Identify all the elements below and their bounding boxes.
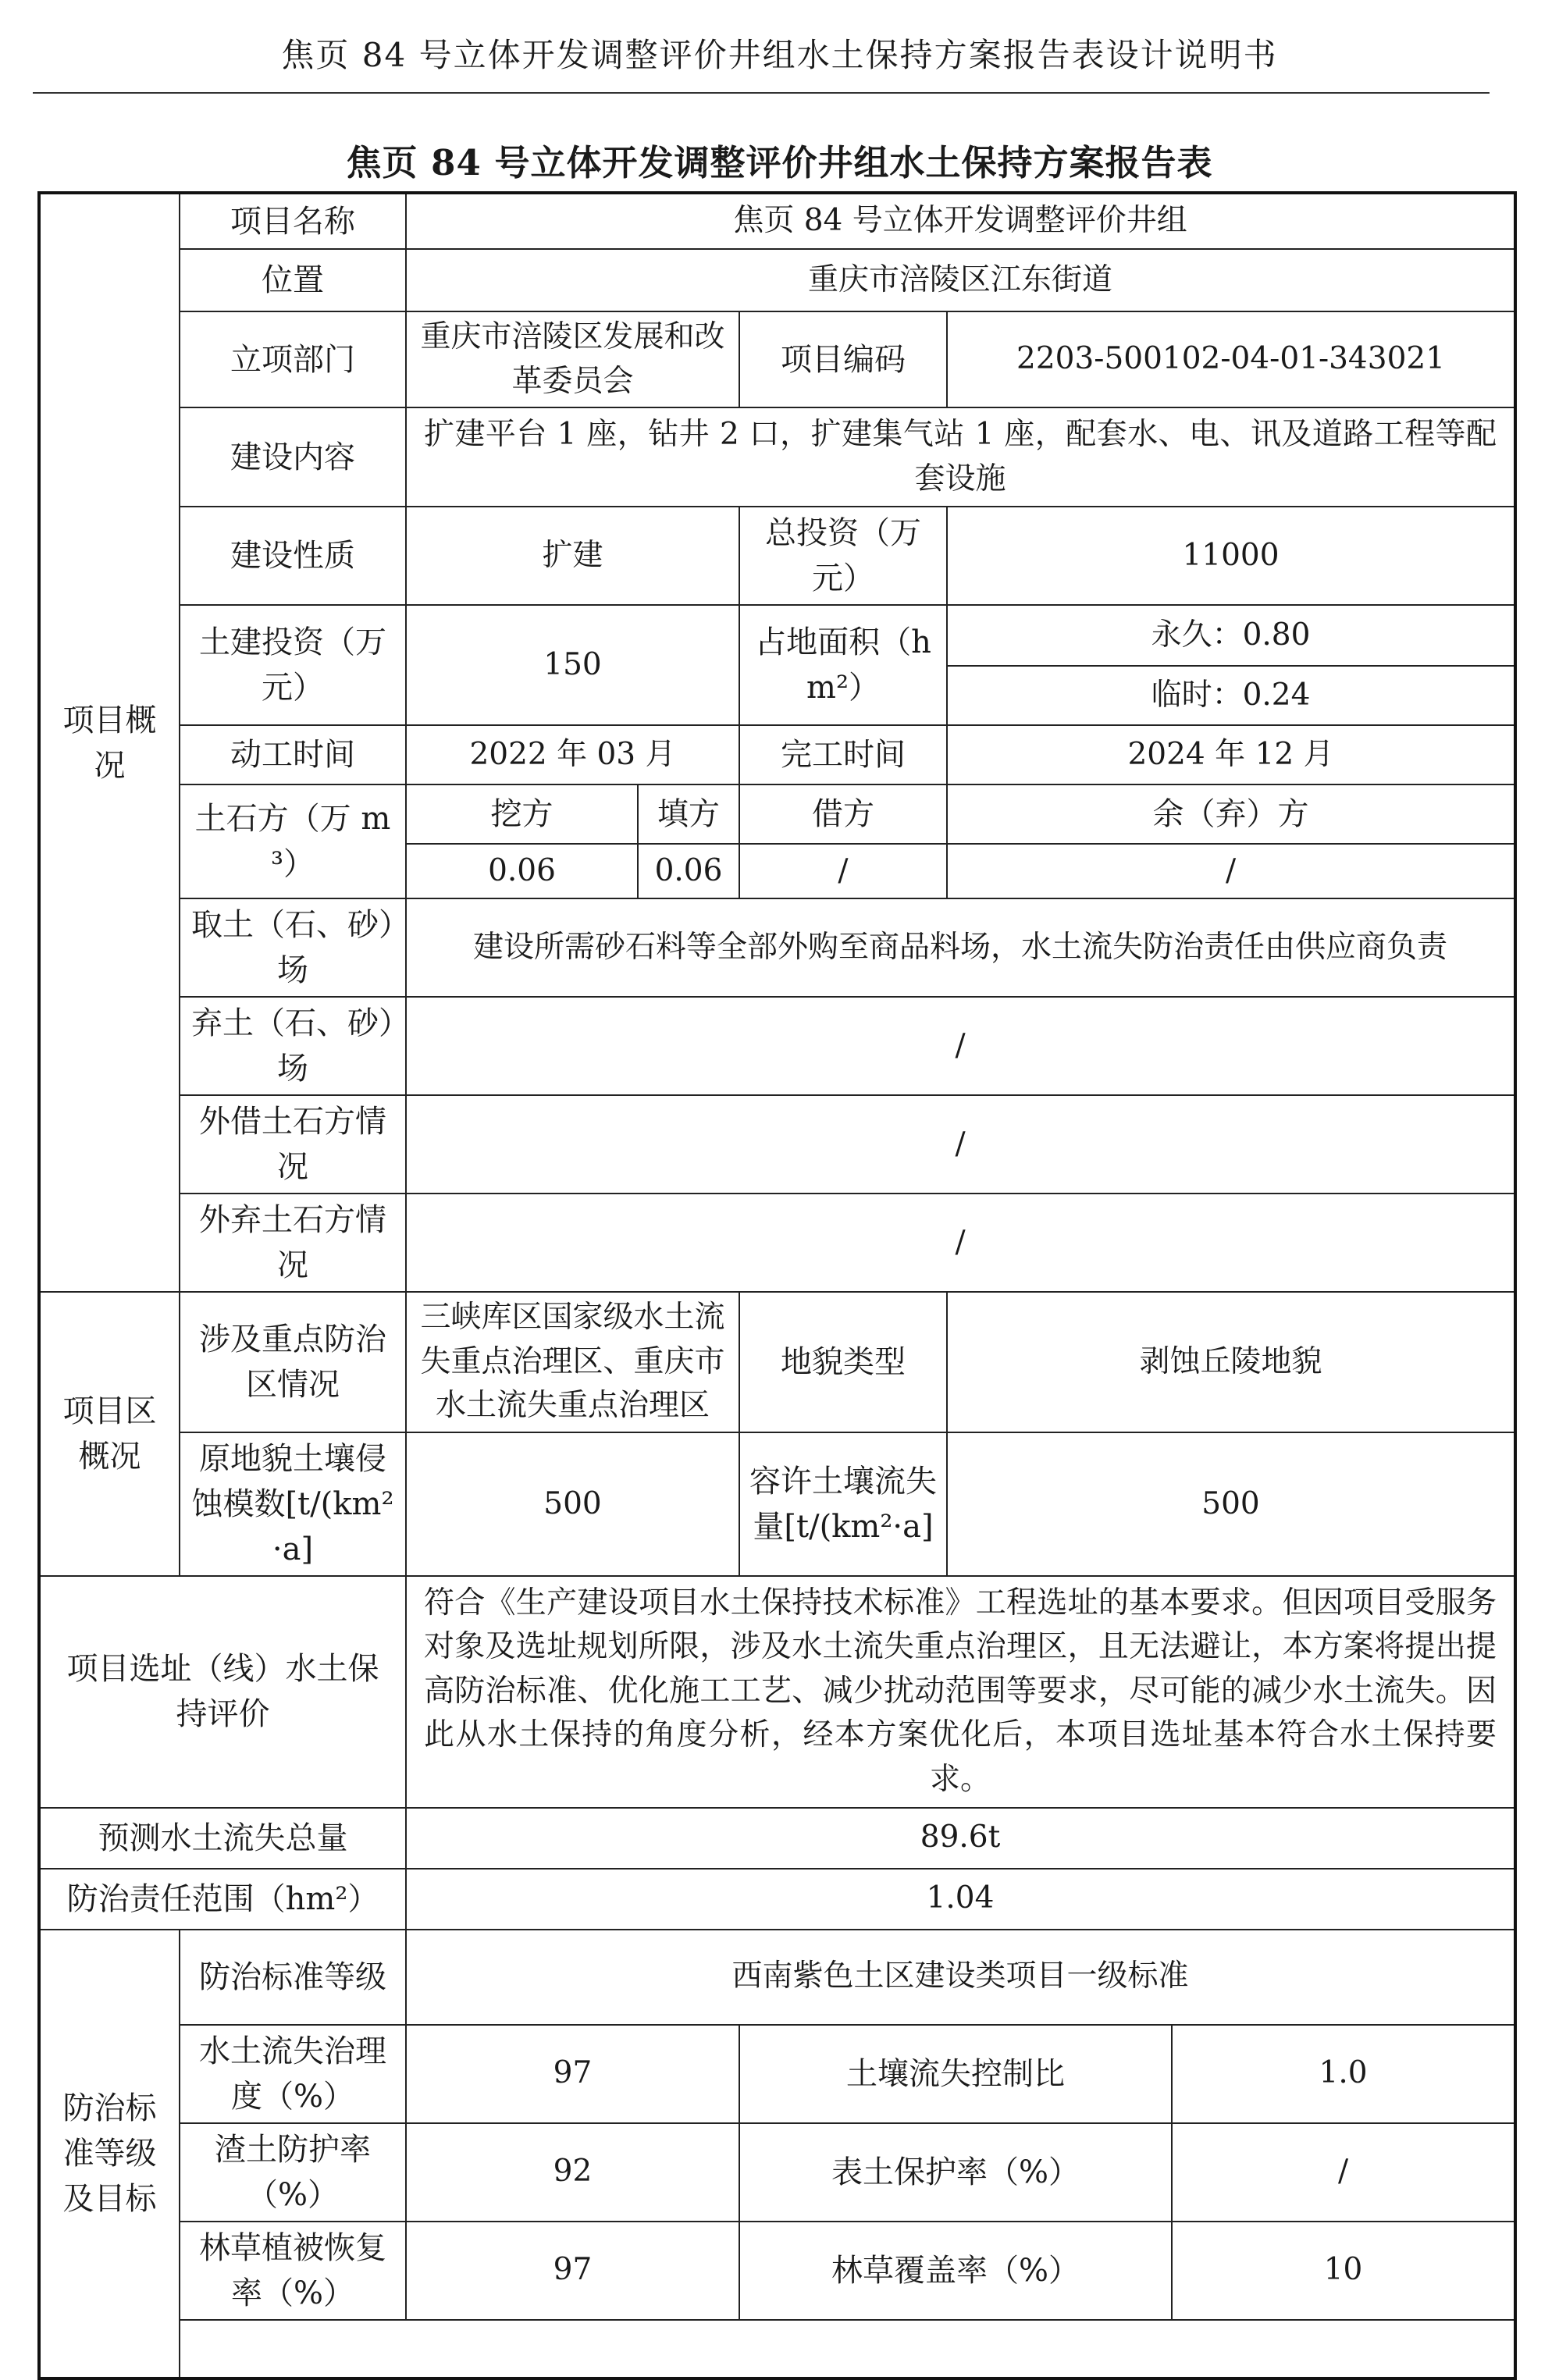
project-name-label: 项目名称 xyxy=(180,193,406,249)
construction-content-value: 扩建平台 1 座，钻井 2 口，扩建集气站 1 座，配套水、电、讯及道路工程等配套设施 xyxy=(406,407,1515,507)
external-borrow-value: / xyxy=(406,1095,1515,1194)
land-temporary-value: 临时：0.24 xyxy=(947,666,1515,725)
earthwork-surplus-value: / xyxy=(947,844,1515,898)
project-code-value: 2203-500102-04-01-343021 xyxy=(947,311,1515,407)
key-zone-value: 三峡库区国家级水土流失重点治理区、重庆市水土流失重点治理区 xyxy=(406,1292,739,1432)
landform-value: 剥蚀丘陵地貌 xyxy=(947,1292,1515,1432)
row-slag-protection xyxy=(39,2123,1515,2222)
spoil-site-value: / xyxy=(406,997,1515,1095)
earthwork-borrow-label: 借方 xyxy=(739,784,947,844)
erosion-modulus-value: 500 xyxy=(406,1432,739,1576)
approval-dept-label: 立项部门 xyxy=(180,311,406,407)
topsoil-protection-label: 表土保护率（%） xyxy=(739,2123,1172,2222)
total-investment-value: 11000 xyxy=(947,507,1515,605)
start-time-label: 动工时间 xyxy=(180,725,406,784)
project-code-label: 项目编码 xyxy=(739,311,947,407)
earthwork-label: 土石方（万 m³） xyxy=(180,784,406,898)
row-construction-content xyxy=(39,407,1515,507)
total-investment-label: 总投资（万元） xyxy=(739,507,947,605)
section-area: 项目区概况 xyxy=(39,1292,180,1576)
borrow-site-label: 取土（石、砂）场 xyxy=(180,898,406,997)
earthwork-surplus-label: 余（弃）方 xyxy=(947,784,1515,844)
slag-protection-label: 渣土防护率（%） xyxy=(180,2123,406,2222)
row-location xyxy=(39,249,1515,311)
row-predicted-loss xyxy=(39,1808,1515,1869)
earthwork-cut-value: 0.06 xyxy=(406,844,638,898)
row-siting xyxy=(39,1576,1515,1808)
allowable-loss-label: 容许土壤流失量[t/(km²·a] xyxy=(739,1432,947,1576)
grade-label: 防治标准等级 xyxy=(180,1930,406,2025)
earthwork-cut-label: 挖方 xyxy=(406,784,638,844)
erosion-modulus-label: 原地貌土壤侵蚀模数[t/(km²·a] xyxy=(180,1432,406,1576)
row-control-degree xyxy=(39,2025,1515,2123)
end-time-label: 完工时间 xyxy=(739,725,947,784)
start-time-value: 2022 年 03 月 xyxy=(406,725,739,784)
row-external-spoil xyxy=(39,1194,1515,1292)
end-time-value: 2024 年 12 月 xyxy=(947,725,1515,784)
row-vegetation xyxy=(39,2222,1515,2320)
topsoil-protection-value: / xyxy=(1172,2123,1515,2222)
location-label: 位置 xyxy=(180,249,406,311)
allowable-loss-value: 500 xyxy=(947,1432,1515,1576)
landform-label: 地貌类型 xyxy=(739,1292,947,1432)
header-rule xyxy=(33,92,1490,94)
row-standard-grade xyxy=(39,1930,1515,2025)
earthwork-fill-label: 填方 xyxy=(638,784,739,844)
row-earthwork-heads xyxy=(39,784,1515,844)
predicted-loss-label: 预测水土流失总量 xyxy=(39,1808,406,1869)
report-table xyxy=(37,191,1517,2380)
approval-dept-value: 重庆市涪陵区发展和改革委员会 xyxy=(406,311,739,407)
predicted-loss-value: 89.6t xyxy=(406,1808,1515,1869)
section-overview: 项目概况 xyxy=(39,193,180,1292)
spoil-site-label: 弃土（石、砂）场 xyxy=(180,997,406,1095)
external-spoil-label: 外弃土石方情况 xyxy=(180,1194,406,1292)
responsibility-value: 1.04 xyxy=(406,1869,1515,1930)
external-spoil-value: / xyxy=(406,1194,1515,1292)
row-civil-investment xyxy=(39,605,1515,666)
earthwork-borrow-value: / xyxy=(739,844,947,898)
construction-nature-label: 建设性质 xyxy=(180,507,406,605)
blank-cell xyxy=(180,2320,1515,2378)
construction-content-label: 建设内容 xyxy=(180,407,406,507)
row-borrow-site xyxy=(39,898,1515,997)
row-standards-blank xyxy=(39,2320,1515,2378)
construction-nature-value: 扩建 xyxy=(406,507,739,605)
project-name-value: 焦页 84 号立体开发调整评价井组 xyxy=(406,193,1515,249)
veg-coverage-value: 10 xyxy=(1172,2222,1515,2320)
row-external-borrow xyxy=(39,1095,1515,1194)
loss-ratio-value: 1.0 xyxy=(1172,2025,1515,2123)
responsibility-label: 防治责任范围（hm²） xyxy=(39,1869,406,1930)
land-area-label: 占地面积（hm²） xyxy=(739,605,947,725)
row-responsibility xyxy=(39,1869,1515,1930)
running-header: 焦页 84 号立体开发调整评价井组水土保持方案报告表设计说明书 xyxy=(281,36,1278,74)
row-spoil-site xyxy=(39,997,1515,1095)
key-zone-label: 涉及重点防治区情况 xyxy=(180,1292,406,1432)
siting-text: 符合《生产建设项目水土保持技术标准》工程选址的基本要求。但因项目受服务对象及选址规划所限，涉及水土流失重点治理区，且无法避让，本方案将提出提高防治标准、优化施工工艺、减少扰动范围等要求，尽可能的减少水土流失。因此从水土保持的角度分析，经本方案优化后，本项目选址基本符合水土保持要求。 xyxy=(406,1576,1515,1808)
loss-ratio-label: 土壤流失控制比 xyxy=(739,2025,1172,2123)
location-value: 重庆市涪陵区江东街道 xyxy=(406,249,1515,311)
control-degree-label: 水土流失治理度（%） xyxy=(180,2025,406,2123)
row-project-name xyxy=(39,193,1515,249)
form-title: 焦页 84 号立体开发调整评价井组水土保持方案报告表 xyxy=(346,142,1213,183)
earthwork-fill-value: 0.06 xyxy=(638,844,739,898)
section-standards: 防治标准等级及目标 xyxy=(39,1930,180,2378)
civil-investment-value: 150 xyxy=(406,605,739,725)
borrow-site-value: 建设所需砂石料等全部外购至商品料场，水土流失防治责任由供应商负责 xyxy=(406,898,1515,997)
veg-restoration-label: 林草植被恢复率（%） xyxy=(180,2222,406,2320)
grade-value: 西南紫色土区建设类项目一级标准 xyxy=(406,1930,1515,2025)
row-schedule xyxy=(39,725,1515,784)
slag-protection-value: 92 xyxy=(406,2123,739,2222)
control-degree-value: 97 xyxy=(406,2025,739,2123)
row-approval-dept xyxy=(39,311,1515,407)
siting-label: 项目选址（线）水土保持评价 xyxy=(39,1576,406,1808)
external-borrow-label: 外借土石方情况 xyxy=(180,1095,406,1194)
row-erosion xyxy=(39,1432,1515,1576)
land-permanent-value: 永久：0.80 xyxy=(947,605,1515,666)
row-key-zone xyxy=(39,1292,1515,1432)
row-construction-nature xyxy=(39,507,1515,605)
civil-investment-label: 土建投资（万元） xyxy=(180,605,406,725)
veg-restoration-value: 97 xyxy=(406,2222,739,2320)
veg-coverage-label: 林草覆盖率（%） xyxy=(739,2222,1172,2320)
